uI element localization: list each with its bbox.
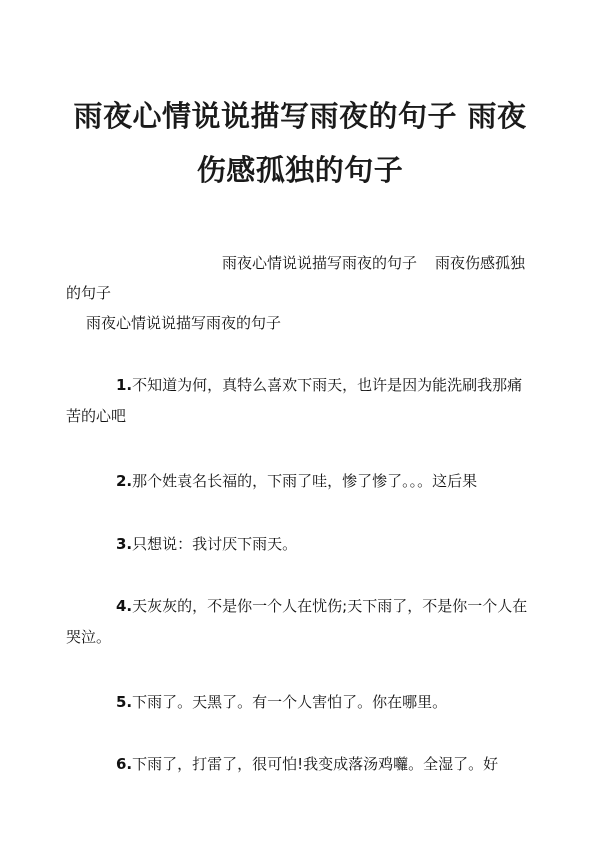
item-number: 3. xyxy=(116,535,133,553)
list-item xyxy=(66,529,536,560)
item-text: 那个姓袁名长福的，下雨了哇，惨了惨了。。。这后果 xyxy=(132,472,478,490)
list-item xyxy=(66,370,536,432)
subheading: 雨夜心情说说描写雨夜的句子 xyxy=(86,314,282,332)
item-number: 4. xyxy=(116,597,133,615)
intro-paragraph xyxy=(66,248,536,308)
item-text: 天灰灰的，不是你一个人在忧伤;天下雨了，不是你一个人在哭泣。 xyxy=(66,597,528,646)
item-text: 下雨了，打雷了，很可怕!我变成落汤鸡囖。全湿了。好 xyxy=(132,755,499,773)
intro-part-1: 雨夜心情说说描写雨夜的句子 xyxy=(222,254,418,272)
list-item xyxy=(66,466,536,497)
item-number: 2. xyxy=(116,472,133,490)
item-number: 1. xyxy=(116,376,133,394)
list-item xyxy=(66,749,536,780)
item-text: 不知道为何，真特么喜欢下雨天，也许是因为能洗刷我那痛苦的心吧 xyxy=(66,376,523,425)
document-title: 雨夜心情说说描写雨夜的句子 雨夜伤感孤独的句子 xyxy=(73,99,527,188)
item-text: 只想说：我讨厌下雨天。 xyxy=(132,535,298,553)
item-number: 5. xyxy=(116,693,133,711)
intro-part-2: 雨夜伤感孤独的句子 xyxy=(66,254,526,302)
item-text: 下雨了。天黑了。有一个人害怕了。你在哪里。 xyxy=(132,693,448,711)
item-number: 6. xyxy=(116,755,133,773)
list-item xyxy=(66,591,536,653)
list-item xyxy=(66,687,536,718)
